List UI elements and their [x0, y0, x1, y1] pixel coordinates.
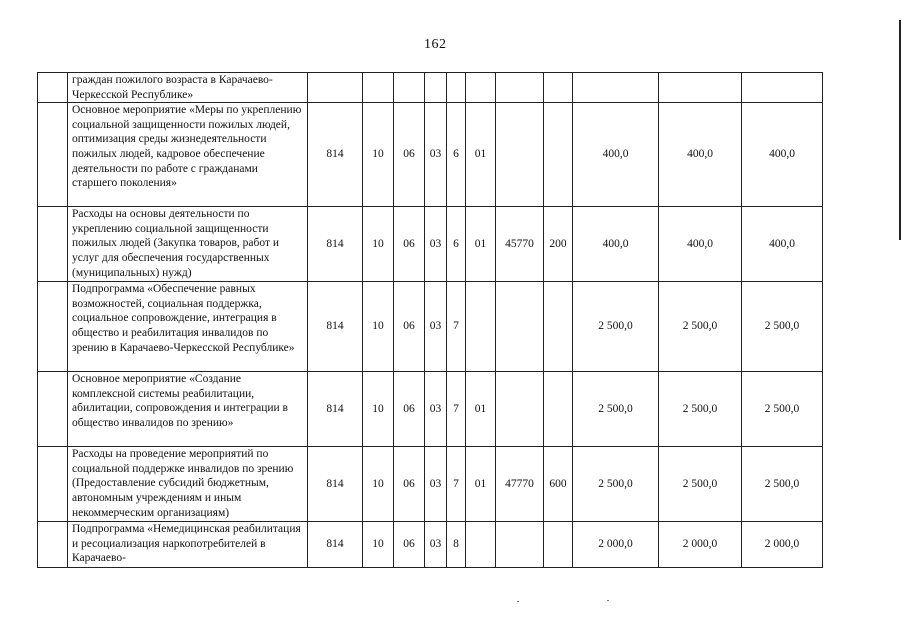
amount-year-2: 2 500,0: [659, 447, 742, 522]
amount-year-2: 2 000,0: [659, 522, 742, 568]
program-code: [425, 73, 447, 103]
activity-code: [466, 73, 496, 103]
expense-direction-code: [496, 282, 544, 372]
table-row: [38, 282, 823, 372]
program-code: 03: [425, 447, 447, 522]
amount-year-2: 400,0: [659, 103, 742, 207]
section-code: 10: [363, 372, 394, 447]
row-number-cell: [38, 103, 68, 207]
ministry-code: 814: [308, 207, 363, 282]
row-number-cell: [38, 447, 68, 522]
item-name: Основное мероприятие «Создание комплексной системы реабилитации, абилитации, сопровождения и интеграции в общество инвалидов по зрению»: [68, 372, 308, 447]
expense-direction-code: [496, 103, 544, 207]
amount-year-3: 400,0: [742, 207, 823, 282]
item-name: граждан пожилого возраста в Карачаево-Черкесской Республике»: [68, 73, 308, 103]
expense-direction-code: [496, 372, 544, 447]
subsection-code: 06: [394, 103, 425, 207]
amount-year-1: 2 500,0: [573, 282, 659, 372]
expense-type-code: 200: [544, 207, 573, 282]
item-name: Расходы на основы деятельности по укреплению социальной защищенности пожилых людей (Закупка товаров, работ и услуг для обеспечения государственных (муниципальных) нужд): [68, 207, 308, 282]
amount-year-1: [573, 73, 659, 103]
amount-year-3: 400,0: [742, 103, 823, 207]
amount-year-1: 2 500,0: [573, 447, 659, 522]
subsection-code: 06: [394, 522, 425, 568]
amount-year-1: 400,0: [573, 207, 659, 282]
expense-direction-code: [496, 73, 544, 103]
activity-code: 01: [466, 372, 496, 447]
row-number-cell: [38, 522, 68, 568]
amount-year-3: 2 500,0: [742, 447, 823, 522]
item-name: Подпрограмма «Обеспечение равных возможностей, социальная поддержка, социальное сопровождение, интеграция в общество и реабилитация инвалидов по зрению в Карачаево-Черкесской Республике»: [68, 282, 308, 372]
ministry-code: 814: [308, 103, 363, 207]
program-code: 03: [425, 103, 447, 207]
program-code: 03: [425, 522, 447, 568]
subsection-code: 06: [394, 372, 425, 447]
table-row: [38, 73, 823, 103]
amount-year-3: 2 500,0: [742, 282, 823, 372]
subprogram-code: 6: [447, 103, 466, 207]
scan-edge-line: [899, 20, 901, 240]
subprogram-code: [447, 73, 466, 103]
row-number-cell: [38, 372, 68, 447]
subprogram-code: 8: [447, 522, 466, 568]
ministry-code: 814: [308, 522, 363, 568]
expense-type-code: [544, 103, 573, 207]
table-row: [38, 447, 823, 522]
section-code: [363, 73, 394, 103]
item-name: Основное мероприятие «Меры по укреплению социальной защищенности пожилых людей, оптимизация среды жизнедеятельности пожилых людей, кадровое обеспечение деятельности по работе с гражданами старшего поколения»: [68, 103, 308, 207]
program-code: 03: [425, 372, 447, 447]
table-row: [38, 522, 823, 568]
expense-direction-code: [496, 522, 544, 568]
program-code: 03: [425, 207, 447, 282]
activity-code: 01: [466, 207, 496, 282]
section-code: 10: [363, 282, 394, 372]
amount-year-3: [742, 73, 823, 103]
subsection-code: 06: [394, 447, 425, 522]
subprogram-code: 7: [447, 447, 466, 522]
section-code: 10: [363, 522, 394, 568]
row-number-cell: [38, 282, 68, 372]
amount-year-2: [659, 73, 742, 103]
section-code: 10: [363, 103, 394, 207]
subsection-code: 06: [394, 282, 425, 372]
subprogram-code: 7: [447, 282, 466, 372]
item-name: Расходы на проведение мероприятий по социальной поддержке инвалидов по зрению (Предоставление субсидий бюджетным, автономным учреждениям и иным некоммерческим организациям): [68, 447, 308, 522]
ministry-code: 814: [308, 372, 363, 447]
subsection-code: 06: [394, 207, 425, 282]
expense-direction-code: 45770: [496, 207, 544, 282]
activity-code: 01: [466, 103, 496, 207]
amount-year-3: 2 000,0: [742, 522, 823, 568]
section-code: 10: [363, 447, 394, 522]
subsection-code: [394, 73, 425, 103]
amount-year-2: 2 500,0: [659, 372, 742, 447]
amount-year-2: 400,0: [659, 207, 742, 282]
budget-table: [37, 72, 823, 568]
amount-year-1: 400,0: [573, 103, 659, 207]
expense-type-code: 600: [544, 447, 573, 522]
row-number-cell: [38, 207, 68, 282]
activity-code: [466, 282, 496, 372]
subprogram-code: 6: [447, 207, 466, 282]
item-name: Подпрограмма «Немедицинская реабилитация и ресоциализация наркопотребителей в Карачаево-: [68, 522, 308, 568]
activity-code: [466, 522, 496, 568]
amount-year-3: 2 500,0: [742, 372, 823, 447]
amount-year-1: 2 000,0: [573, 522, 659, 568]
ministry-code: 814: [308, 282, 363, 372]
expense-type-code: [544, 372, 573, 447]
expense-type-code: [544, 522, 573, 568]
amount-year-1: 2 500,0: [573, 372, 659, 447]
expense-type-code: [544, 282, 573, 372]
table-row: [38, 372, 823, 447]
amount-year-2: 2 500,0: [659, 282, 742, 372]
ministry-code: 814: [308, 447, 363, 522]
section-code: 10: [363, 207, 394, 282]
program-code: 03: [425, 282, 447, 372]
expense-direction-code: 47770: [496, 447, 544, 522]
scan-speck: [607, 600, 609, 601]
row-number-cell: [38, 73, 68, 103]
ministry-code: [308, 73, 363, 103]
table-row: [38, 207, 823, 282]
expense-type-code: [544, 73, 573, 103]
page-number: 162: [424, 37, 447, 52]
subprogram-code: 7: [447, 372, 466, 447]
scan-speck: [517, 601, 519, 602]
table-row: [38, 103, 823, 207]
activity-code: 01: [466, 447, 496, 522]
